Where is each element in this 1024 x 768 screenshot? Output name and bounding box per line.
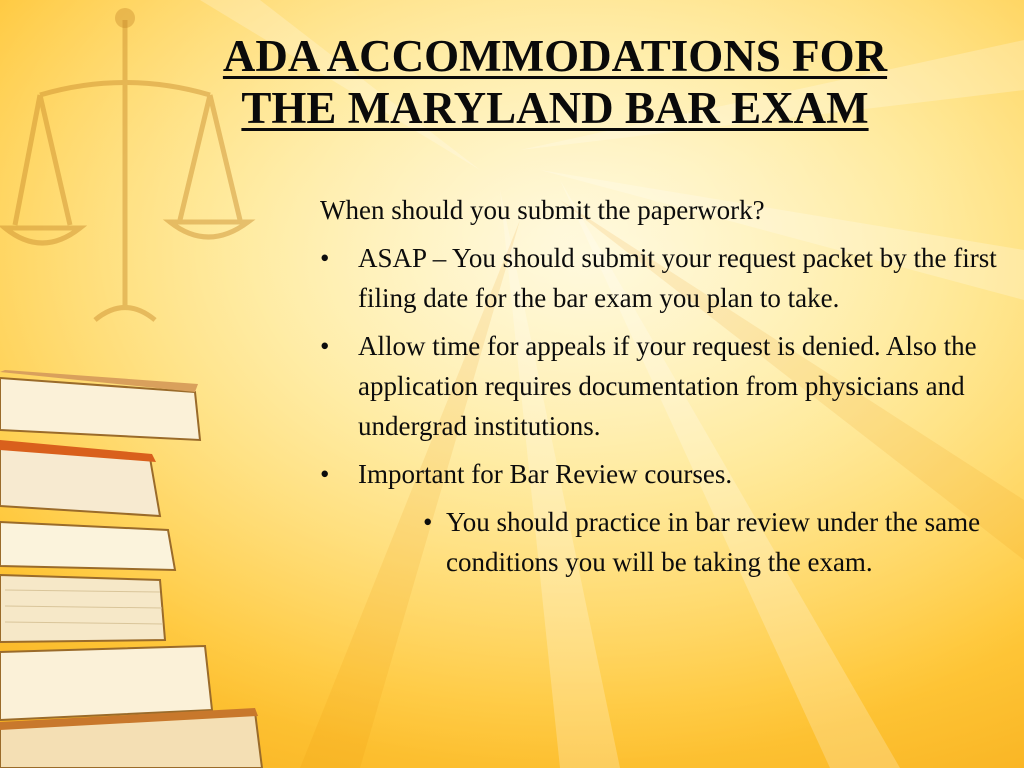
bullet-dot-icon: • — [320, 331, 330, 361]
slide-title — [150, 30, 960, 134]
book-stack-icon — [0, 370, 270, 768]
bullet-dot-icon: • — [320, 243, 330, 273]
bullet-item — [320, 454, 1010, 494]
sub-bullet-item — [423, 502, 1010, 582]
slide-body — [320, 190, 1010, 582]
bullet-item — [320, 326, 1010, 446]
bullet-text: Allow time for appeals if your request is denied. Also the application requires documentation from physicians and undergrad institutions. — [358, 331, 977, 441]
bullet-text: ASAP – You should submit your request packet by the first filing date for the bar exam you plan to take. — [358, 243, 997, 313]
question-text: When should you submit the paperwork? — [320, 195, 765, 225]
bullet-dot-icon: • — [320, 459, 330, 489]
sub-bullet-text: You should practice in bar review under the same conditions you will be taking the exam. — [446, 507, 981, 577]
sub-bullet-dot-icon: • — [423, 507, 433, 537]
bullet-item — [320, 238, 1010, 318]
slide-title-line: THE MARYLAND BAR EXAM — [241, 83, 869, 133]
slide-title-line: ADA ACCOMMODATIONS FOR — [222, 31, 888, 81]
bullet-text: Important for Bar Review courses. — [358, 459, 733, 489]
